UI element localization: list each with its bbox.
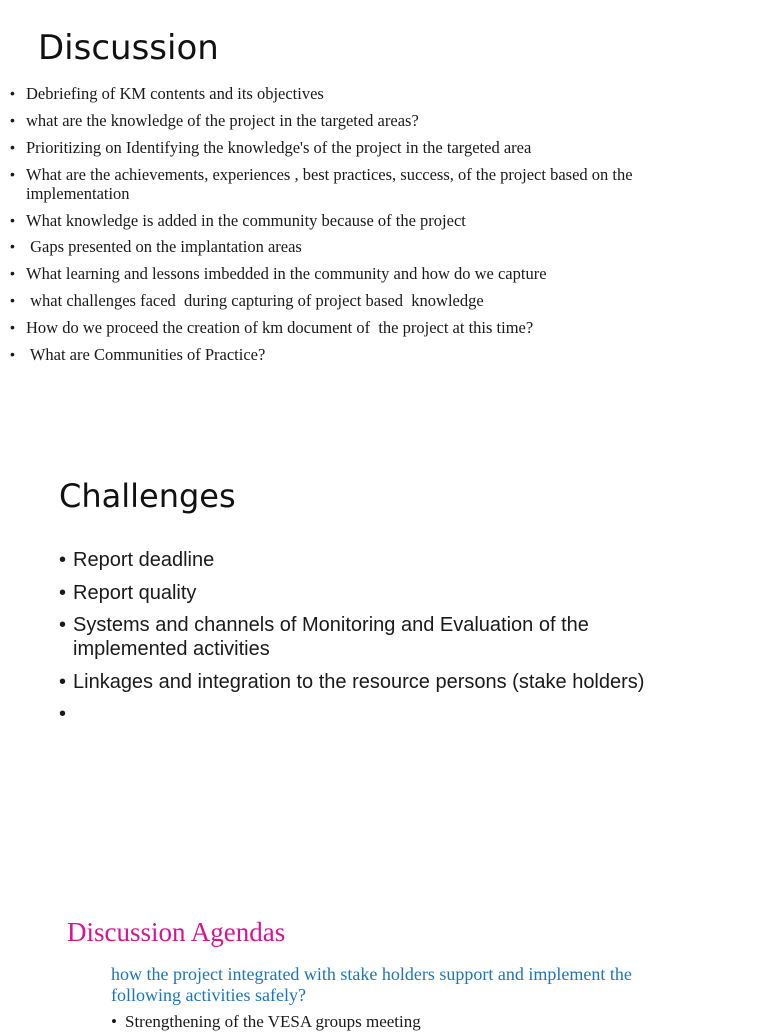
list-item (10, 165, 710, 203)
list-item (10, 291, 710, 310)
bullet-icon: • (10, 319, 15, 336)
list-item (59, 548, 699, 572)
list-item-text: What are the achievements, experiences , best practices, success, of the project based on the implementation (26, 164, 633, 203)
bullet-icon: • (10, 292, 15, 309)
list-item-text: Linkages and integration to the resource persons (stake holders) (73, 670, 645, 693)
list-item-text: What are Communities of Practice? (26, 345, 266, 365)
discussion-list (10, 84, 710, 372)
list-item (10, 138, 710, 157)
list-item-text: Systems and channels of Monitoring and Evaluation of the implemented activities (73, 614, 589, 660)
list-item-text: Report quality (73, 581, 197, 604)
list-item (10, 84, 710, 103)
list-item (10, 211, 710, 230)
list-item (10, 264, 710, 283)
list-item (10, 237, 710, 256)
list-item-text: what are the knowledge of the project in the targeted areas? (26, 110, 419, 130)
list-item-text: what challenges faced during capturing of project based knowledge (26, 291, 484, 311)
list-item (59, 613, 699, 661)
bullet-icon: • (59, 670, 67, 693)
bullet-icon: • (59, 614, 67, 636)
bullet-icon: • (10, 85, 15, 101)
bullet-icon: • (59, 549, 67, 571)
slide-title: Discussion Agendas (67, 917, 286, 947)
list-item-text: Debriefing of KM contents and its objectives (26, 84, 324, 103)
list-item (111, 1012, 671, 1032)
agenda-subtitle: how the project integrated with stake holders support and implement the following activities safely? (111, 964, 632, 1005)
list-item-text: Report deadline (73, 549, 215, 571)
discussion-slide (0, 0, 768, 400)
list-item (59, 581, 699, 605)
bullet-icon: • (10, 238, 15, 255)
discussion-agendas-slide (0, 900, 768, 1031)
bullet-icon: • (59, 581, 67, 604)
bullet-icon: • (10, 346, 15, 363)
slide-title: Challenges (59, 477, 236, 515)
bullet-icon: • (10, 165, 15, 182)
list-item (10, 318, 710, 337)
list-item-text: Gaps presented on the implantation areas (26, 237, 302, 257)
slide-title: Discussion (38, 28, 219, 68)
list-item (10, 111, 710, 130)
list-item (59, 670, 699, 694)
list-item-text: Strengthening of the VESA groups meeting (125, 1012, 421, 1031)
bullet-icon: • (111, 1012, 117, 1031)
bullet-icon: • (10, 265, 15, 282)
bullet-icon: • (10, 138, 15, 155)
bullet-icon: • (10, 211, 15, 228)
challenges-list (59, 548, 699, 735)
list-item (59, 702, 699, 726)
agenda-list (111, 1012, 671, 1032)
list-item (10, 345, 710, 364)
list-item-text: What knowledge is added in the community because of the project (26, 210, 466, 230)
bullet-icon: • (59, 703, 67, 725)
list-item-text: Prioritizing on Identifying the knowledge's of the project in the targeted area (26, 137, 532, 157)
list-item-text: What learning and lessons imbedded in the community and how do we capture (26, 264, 547, 284)
challenges-slide (0, 460, 768, 760)
bullet-icon: • (10, 111, 15, 128)
list-item-text: How do we proceed the creation of km document of the project at this time? (26, 318, 534, 338)
